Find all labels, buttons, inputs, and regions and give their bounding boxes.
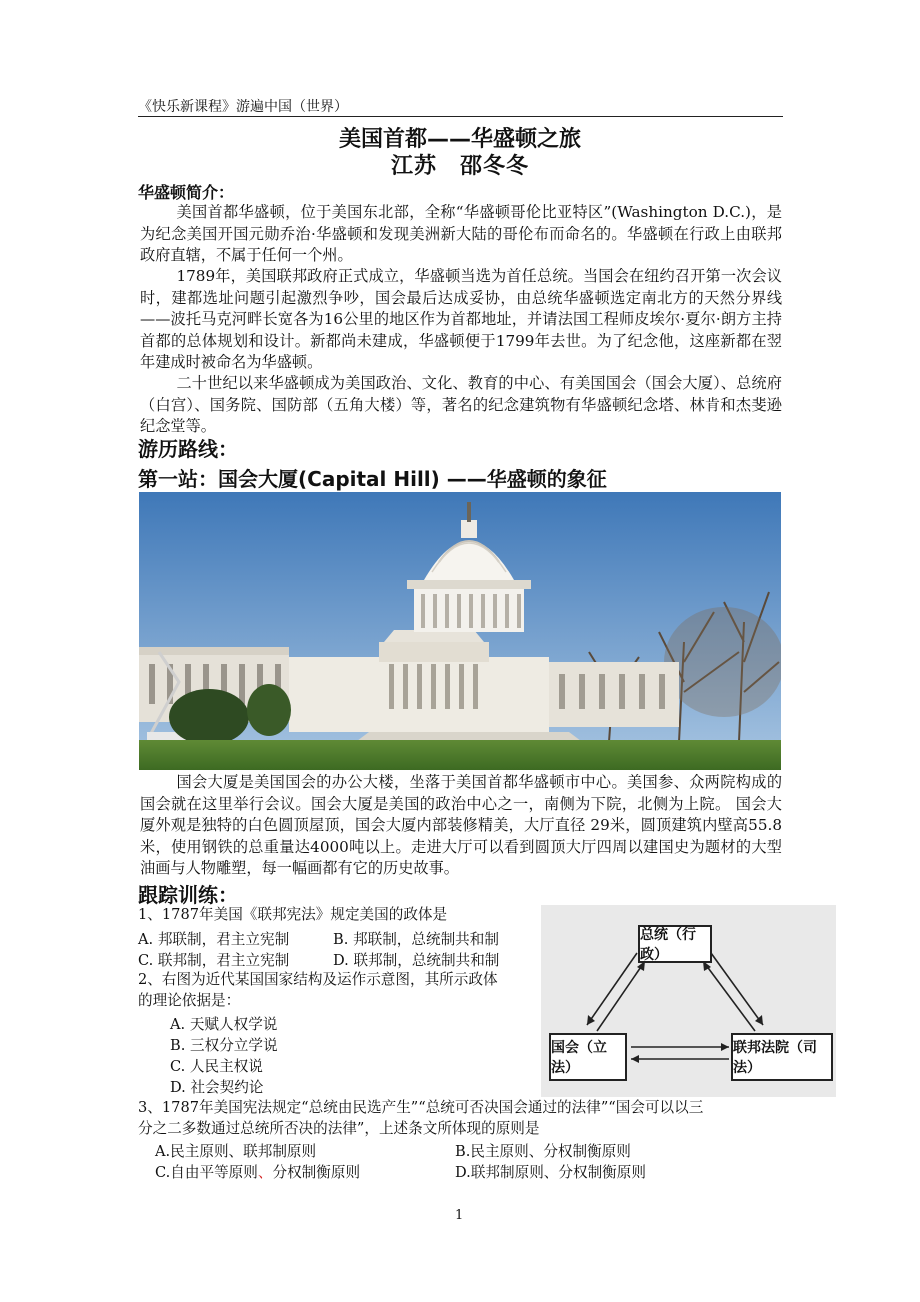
page-number: 1	[455, 1208, 464, 1223]
route-heading: 游历路线：	[138, 437, 238, 461]
congress-box: 国会（立法）	[549, 1033, 627, 1081]
intro-paragraph-3: 二十世纪以来华盛顿成为美国政治、文化、教育的中心、有美国国会（国会大厦）、总统府（白宫）、国务院、国防部（五角大楼）等，著名的纪念建筑物有华盛顿纪念塔、林肯和杰斐逊纪念堂等。	[140, 374, 782, 435]
author-line: 江苏 邵冬冬	[390, 154, 529, 179]
page-title: 美国首都——华盛顿之旅	[338, 127, 581, 152]
q3-option-c-part1: C.自由平等原则	[155, 1164, 258, 1181]
running-header: 《快乐新课程》游遍中国（世界）	[138, 99, 348, 115]
q3-option-c-red-mark: 、	[257, 1164, 273, 1181]
q3-stem-line2: 分之二多数通过总统所否决的法律”，上述条文所体现的原则是	[138, 1120, 540, 1137]
q1-option-b: B. 邦联制，总统制共和制	[333, 931, 499, 948]
q3-option-c-part2: 分权制衡原则	[272, 1164, 361, 1181]
court-box: 联邦法院（司法）	[731, 1033, 833, 1081]
stop1-title: 第一站：国会大厦(Capital Hill) ——华盛顿的象征	[138, 467, 607, 491]
president-box: 总统（行政）	[638, 925, 712, 963]
q1-option-c: C. 联邦制，君主立宪制	[138, 952, 290, 969]
q2-option-b: B. 三权分立学说	[170, 1037, 278, 1054]
q2-option-c: C. 人民主权说	[170, 1058, 263, 1075]
q2-option-a: A. 天赋人权学说	[170, 1016, 278, 1033]
q1-option-d: D. 联邦制，总统制共和制	[333, 952, 500, 969]
intro-paragraph-2: 1789年，美国联邦政府正式成立，华盛顿当选为首任总统。当国会在纽约召开第一次会议时，建都选址问题引起激烈争吵，国会最后达成妥协，由总统华盛顿选定南北方的天然分界线——波托马克河畔长宽各为16公里的地区作为首都地址，并请法国工程师皮埃尔·夏尔·朗方主持首都的总体规划和设计。新都尚未建成，华盛顿便于1799年去世。为了纪念他，这座新都在翌年建成时被命名为华盛顿。	[140, 267, 782, 371]
exercise-heading: 跟踪训练：	[138, 883, 238, 907]
q2-stem-line2: 的理论依据是：	[138, 992, 241, 1009]
q1-option-a: A. 邦联制，君主立宪制	[138, 931, 290, 948]
separation-of-powers-diagram	[541, 905, 836, 1097]
header-rule	[138, 116, 783, 117]
q2-option-d: D. 社会契约论	[170, 1079, 264, 1096]
q2-stem-line1: 2、右图为近代某国国家结构及运作示意图，其所示政体	[138, 971, 498, 988]
intro-paragraph-1: 美国首都华盛顿，位于美国东北部，全称“华盛顿哥伦比亚特区”(Washington D.C.)，是为纪念美国开国元勋乔治·华盛顿和发现美洲新大陆的哥伦布而命名的。华盛顿在行政上由联邦政府直辖，不属于任何一个州。	[140, 203, 782, 264]
capitol-building-photo	[139, 492, 781, 770]
q3-stem-line1: 3、1787年美国宪法规定“总统由民选产生”“总统可否决国会通过的法律”“国会可以以三	[138, 1099, 704, 1116]
intro-heading: 华盛顿简介：	[138, 183, 235, 202]
q3-option-a: A.民主原则、联邦制原则	[155, 1143, 317, 1160]
q1-stem: 1、1787年美国《联邦宪法》规定美国的政体是	[138, 906, 448, 923]
stop1-paragraph: 国会大厦是美国国会的办公大楼，坐落于美国首都华盛顿市中心。美国参、众两院构成的国会就在这里举行会议。国会大厦是美国的政治中心之一，南侧为下院，北侧为上院。 国会大厦外观是独特的白色圆顶屋顶，国会大厦内部装修精美，大厅直径 29米，圆顶建筑内壁高55.8米，使用钢铁的总重量达4000吨以上。走进大厅可以看到圆顶大厅四周以建国史为题材的大型油画与人物雕塑，每一幅画都有它的历史故事。	[140, 773, 782, 877]
q3-option-c	[155, 1161, 360, 1182]
q3-option-d: D.联邦制原则、分权制衡原则	[455, 1164, 646, 1181]
q3-option-b: B.民主原则、分权制衡原则	[455, 1143, 631, 1160]
